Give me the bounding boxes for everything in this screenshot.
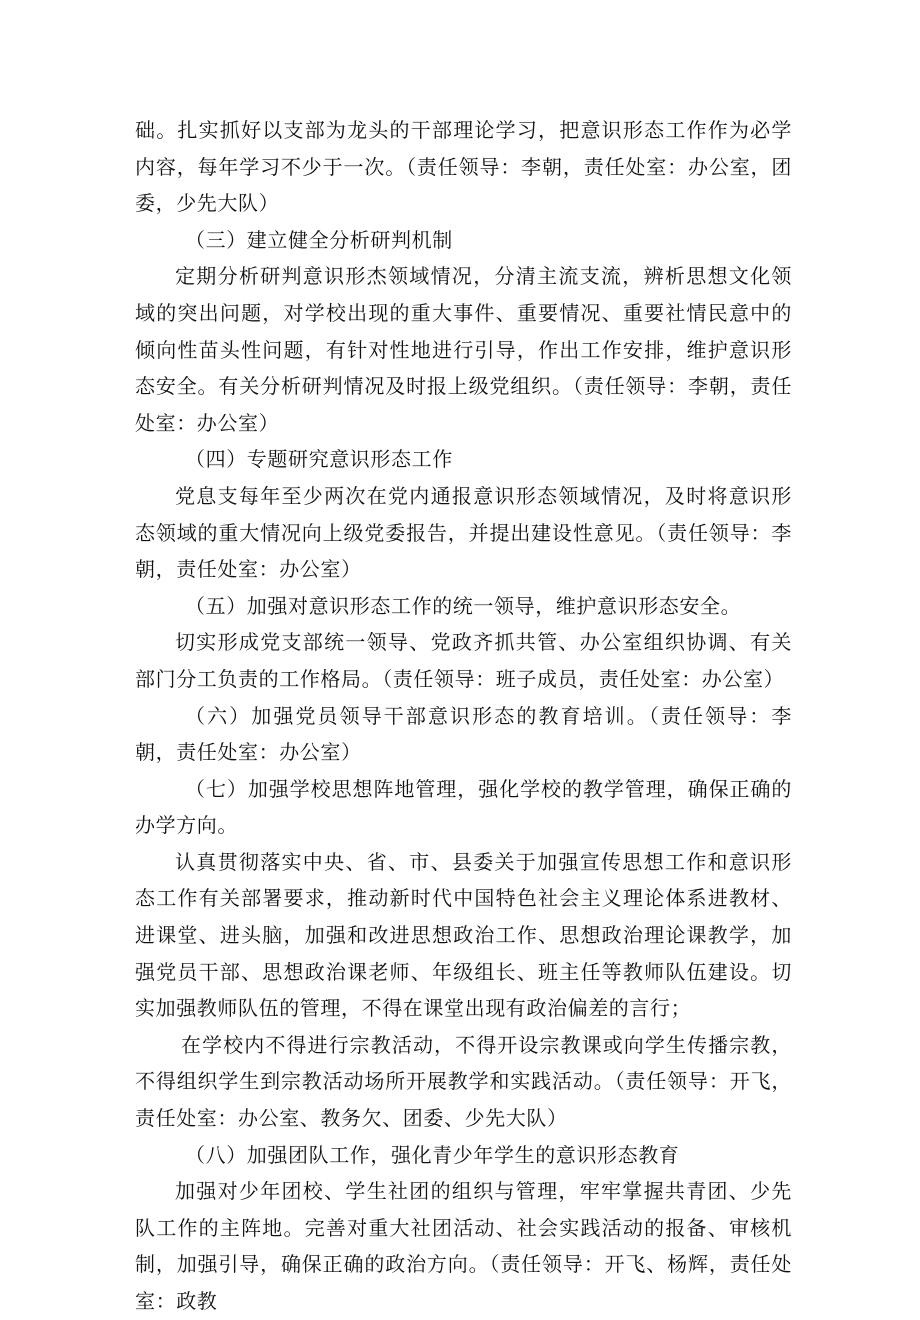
section-heading-8: （八）加强团队工作，强化青少年学生的意识形态教育	[185, 1142, 680, 1167]
section-heading-5: （五）加强对意识形态工作的统一领导，维护意识形态安全。	[185, 593, 742, 618]
section-heading-6: （六）加强党员领导干部意识形态的教育培训。（责任领导：李朝，责任处室：办公室）	[135, 703, 792, 765]
section-heading-4: （四）专题研究意识形态工作	[185, 447, 453, 472]
paragraph-leadership: 切实形成党支部统一领导、党政齐抓共管、办公室组织协调、有关部门分工负责的工作格局。（责任领导：班子成员，责任处室：办公室）	[135, 630, 792, 691]
section-heading-7: （七）加强学校思想阵地管理，强化学校的教学管理，确保正确的办学方向。	[135, 776, 792, 838]
paragraph-teaching: 认真贯彻落实中央、省、市、县委关于加强宣传思想工作和意识形态工作有关部署要求，推动新时代中国特色社会主义理论体系进教材、进课堂、进头脑，加强和改进思想政治工作、思想政治理论课教学，加强党员干部、思想政治课老师、年级组长、班主任等教师队伍建设。切实加强教师队伍的管理，不得在课堂出现有政治偏差的言行；	[135, 849, 792, 1021]
paragraph-continuation: 础。扎实抓好以支部为龙头的干部理论学习，把意识形态工作作为必学内容，每年学习不少于一次。（责任领导：李朝，责任处室：办公室，团委，少先大队）	[135, 118, 792, 216]
paragraph-analysis: 定期分析研判意识形杰领域情况，分清主流支流，辨析思想文化领域的突出问题，对学校出现的重大事件、重要情况、重要社情民意中的倾向性苗头性问题，有针对性地进行引导，作出工作安排，维护意识形态安全。有关分析研判情况及时报上级党组织。（责任领导：李朝，责任处室：办公室）	[135, 264, 792, 435]
section-heading-3: （三）建立健全分析研判机制	[185, 227, 453, 252]
paragraph-report: 党息支每年至少两次在党内通报意识形态领域情况，及时将意识形态领域的重大情况向上级党委报告，并提出建设性意见。（责任领导：李朝，责任处室：办公室）	[135, 483, 792, 582]
paragraph-religion: 在学校内不得进行宗教活动，不得开设宗教课或向学生传播宗教，不得组织学生到宗教活动场所开展教学和实践活动。（责任领导：开飞，责任处室：办公室、教务欠、团委、少先大队）	[135, 1032, 792, 1131]
paragraph-youth: 加强对少年团校、学生社团的组织与管理，牢牢掌握共青团、少先队工作的主阵地。完善对重大社团活动、社会实践活动的报备、审核机制，加强引导，确保正确的政治方向。（责任领导：开飞、杨辉，责任处室：政教	[135, 1179, 792, 1313]
